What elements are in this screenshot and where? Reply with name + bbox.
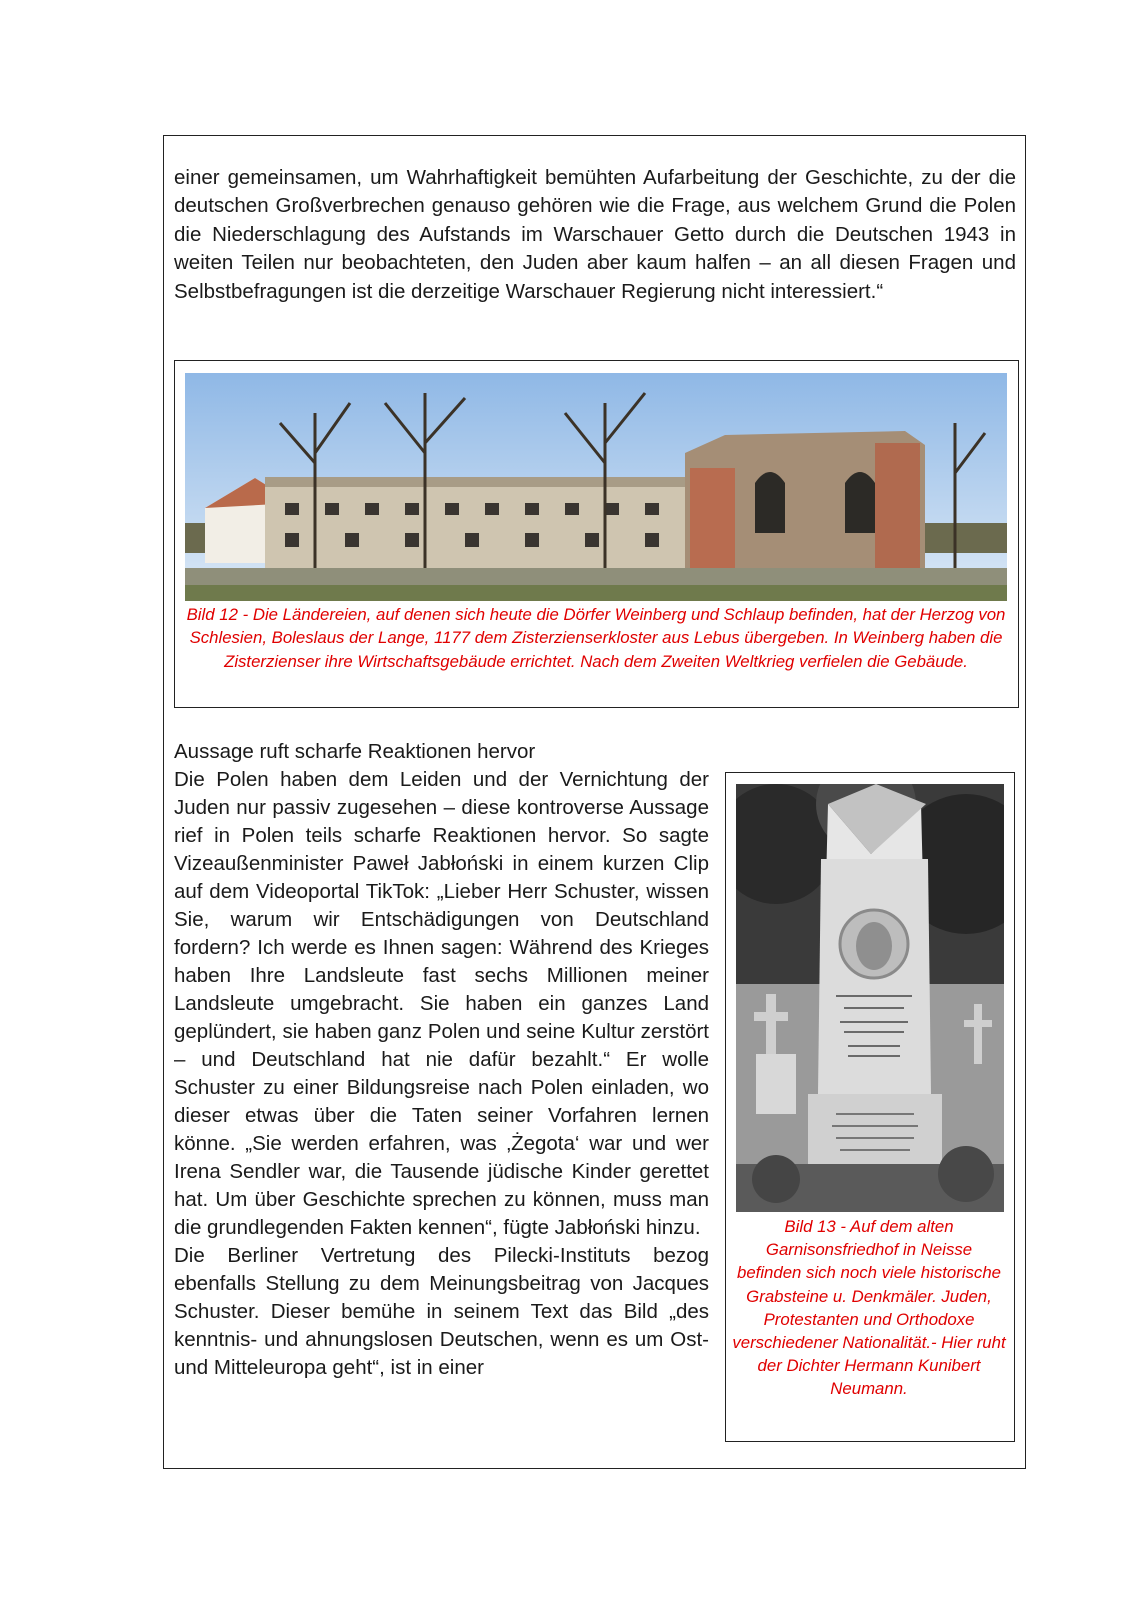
figure-bild-12: [174, 360, 1019, 708]
intro-paragraph: einer gemeinsamen, um Wahrhaftigkeit bemühten Aufarbeitung der Geschichte, zu der die deutschen Großverbrechen genauso gehören wie die Frage, aus welchem Grund die Polen die Niederschlagung des Aufstands im Warschauer Getto durch die Deutschen 1943 in weiten Teilen nur beobachteten, den Juden aber kaum halfen – an all diesen Fragen und Selbstbefragungen ist die derzeitige Warschauer Regierung nicht interessiert.“: [174, 166, 1016, 303]
body-paragraph: Die Berliner Vertretung des Pilecki-Instituts bezog ebenfalls Stellung zu dem Meinungsbeitrag von Jacques Schuster. Dieser bemühe in seinem Text das Bild „des kenntnis- und ahnungslosen Deutschen, wenn es um Ost- und Mitteleuropa geht“, ist in einer: [174, 1244, 709, 1379]
body-text: [174, 766, 709, 1382]
ruined-monastery-photo: [185, 373, 1007, 601]
body-paragraph: Die Polen haben dem Leiden und der Vernichtung der Juden nur passiv zugesehen – diese kontroverse Aussage rief in Polen teils scharfe Reaktionen hervor. So sagte Vizeaußenminister Paweł Jabłoński in einem kurzen Clip auf dem Videoportal TikTok: „Lieber Herr Schuster, wissen Sie, warum wir Entschädigungen von Deutschland fordern? Ich werde es Ihnen sagen: Während des Krieges haben Ihre Landsleute fast sechs Millionen meiner Landsleute umgebracht. Sie haben ein ganzes Land geplündert, sie haben ganz Polen und seine Kultur zerstört – und Deutschland hat nie dafür bezahlt.“ Er wolle Schuster zu einer Bildungsreise nach Polen einladen, wo dieser etwas über die Taten seiner Vorfahren lernen könne. „Sie werden erfahren, was ‚Żegota‘ war und wer Irena Sendler war, die Tausende jüdische Kinder gerettet hat. Um über Geschichte sprechen zu können, muss man die grundlegenden Fakten kennen“, fügte Jabłoński hinzu.: [174, 768, 709, 1239]
gravestone-photo: [736, 784, 1004, 1212]
bild-12-caption: Bild 12 - Die Ländereien, auf denen sich heute die Dörfer Weinberg und Schlaup befinden, hat der Herzog von Schlesien, Boleslaus der Lange, 1177 dem Zisterzienserkloster aus Lebus übergeben. In Weinberg haben die Zisterzienser ihre Wirtschaftsgebäude errichtet. Nach dem Zweiten Weltkrieg verfielen die Gebäude.: [186, 605, 1006, 671]
bild-13-caption: Bild 13 - Auf dem alten Garnisonsfriedhof in Neisse befinden sich noch viele historische Grabsteine u. Denkmäler. Juden, Protestanten und Orthodoxe verschiedener Nationalität.- Hier ruht der Dichter Hermann Kunibert Neumann.: [732, 1217, 1006, 1399]
section-heading: Aussage ruft scharfe Reaktionen hervor: [174, 740, 536, 763]
figure-bild-13: [725, 772, 1015, 1442]
